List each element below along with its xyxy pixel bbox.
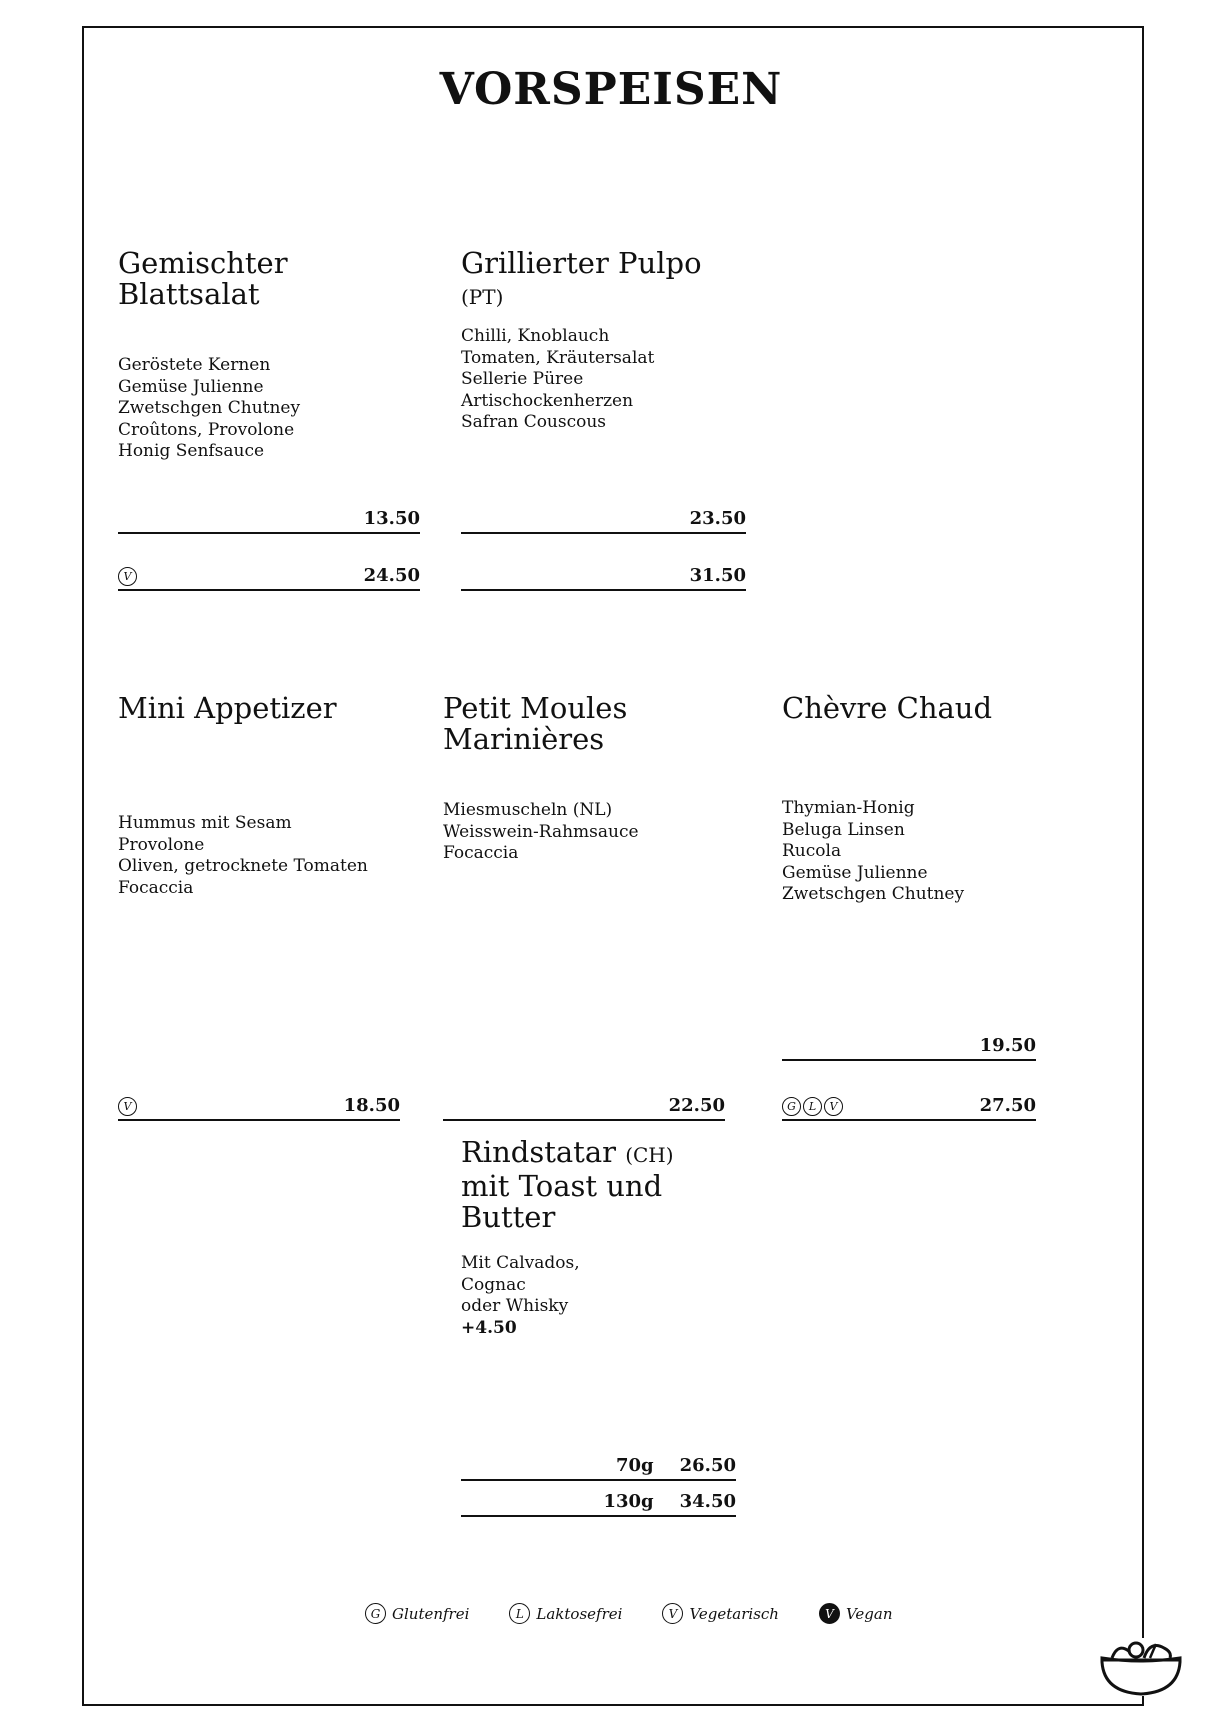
price: 31.50 (689, 565, 746, 586)
diet-badges (118, 567, 137, 586)
dish-pulpo (461, 246, 746, 586)
ingredient: Chilli, Knoblauch (461, 326, 610, 346)
glutenfree-icon: G (365, 1603, 386, 1624)
price: 19.50 (979, 1035, 1036, 1056)
ingredient-list (782, 798, 964, 906)
ingredient: Artischockenherzen (461, 390, 634, 411)
ingredient: Oliven, getrocknete Tomaten (118, 856, 368, 876)
ingredient: Focaccia (443, 843, 519, 863)
price: 24.50 (363, 565, 420, 586)
ingredient: oder Whisky (461, 1296, 569, 1316)
extra-price: +4.50 (461, 1317, 517, 1338)
ingredient: Provolone (118, 834, 205, 855)
price-row-small (782, 1035, 1036, 1061)
price: 13.50 (363, 508, 420, 529)
price: 34.50 (679, 1491, 736, 1512)
dish-name (461, 1137, 736, 1233)
dish-name-line2: Blattsalat (118, 277, 260, 311)
legend-label: Vegan (845, 1604, 893, 1623)
diet-legend (365, 1603, 933, 1624)
dish-origin: (PT) (461, 285, 504, 309)
ingredient: Geröstete Kernen (118, 355, 271, 375)
ingredient-list (461, 326, 654, 434)
price-row-small (118, 508, 420, 534)
ingredient-list (443, 800, 639, 865)
legend-item-glutenfree (365, 1603, 469, 1624)
ingredient: Thymian-Honig (782, 798, 915, 818)
ingredient: Rucola (782, 841, 842, 861)
dish-name (461, 248, 746, 313)
price: 27.50 (979, 1095, 1036, 1116)
ingredient: Weisswein-Rahmsauce (443, 821, 639, 842)
dish-name (443, 693, 725, 755)
diet-badges (118, 1097, 137, 1116)
dish-blattsalat (118, 246, 420, 586)
ingredient: Zwetschgen Chutney (782, 884, 965, 904)
dish-name-text: Grillierter Pulpo (461, 246, 702, 280)
price-row (118, 1095, 400, 1121)
dish-moules (443, 691, 725, 1116)
legend-label: Laktosefrei (536, 1604, 623, 1623)
dish-origin: (CH) (625, 1143, 674, 1167)
vegan-icon: V (819, 1603, 840, 1624)
vegetarian-icon: V (118, 567, 137, 586)
price: 18.50 (343, 1095, 400, 1116)
ingredient: Mit Calvados, (461, 1253, 580, 1273)
price-row-130g (461, 1491, 736, 1517)
vegetarian-icon: V (118, 1097, 137, 1116)
ingredient: Hummus mit Sesam (118, 813, 292, 833)
ingredient: Croûtons, Provolone (118, 419, 295, 440)
diet-badges (782, 1097, 843, 1116)
price-row (443, 1095, 725, 1121)
price-row-large (118, 565, 420, 591)
dish-name (118, 248, 420, 310)
glutenfree-icon: G (782, 1097, 801, 1116)
legend-item-vegan (819, 1603, 893, 1624)
ingredient-list (118, 355, 300, 463)
ingredient: Gemüse Julienne (782, 862, 928, 883)
ingredient: Cognac (461, 1274, 526, 1295)
dish-name-line1: Rindstatar (461, 1135, 616, 1169)
price-row-70g (461, 1455, 736, 1481)
ingredient: Gemüse Julienne (118, 376, 264, 397)
salad-bowl-icon (1098, 1630, 1184, 1698)
ingredient: Honig Senfsauce (118, 441, 265, 461)
price-row-large (782, 1095, 1036, 1121)
ingredient: Zwetschgen Chutney (118, 398, 301, 418)
ingredient: Tomaten, Kräutersalat (461, 347, 655, 368)
ingredient: Beluga Linsen (782, 819, 905, 840)
price: 23.50 (689, 508, 746, 529)
dish-name-line2: mit Toast und (461, 1169, 663, 1203)
dish-name: Chèvre Chaud (782, 691, 993, 725)
price: 22.50 (668, 1095, 725, 1116)
lactosefree-icon: L (509, 1603, 530, 1624)
ingredient: Safran Couscous (461, 412, 607, 432)
price-row-large (461, 565, 746, 591)
legend-label: Glutenfrei (392, 1604, 470, 1623)
page-title: VORSPEISEN (439, 64, 783, 115)
dish-mini-appetizer (118, 691, 400, 1116)
vegetarian-icon: V (662, 1603, 683, 1624)
legend-label: Vegetarisch (689, 1604, 779, 1623)
price: 26.50 (679, 1455, 736, 1476)
ingredient: Sellerie Püree (461, 369, 584, 389)
ingredient-list (118, 813, 368, 899)
legend-item-lactosefree (509, 1603, 622, 1624)
portion-weight: 70g (615, 1455, 654, 1476)
dish-name-line2: Marinières (443, 722, 605, 756)
portion-weight: 130g (603, 1491, 654, 1512)
dish-rindstatar (461, 1135, 736, 1512)
price-row-small (461, 508, 746, 534)
legend-item-vegetarian (662, 1603, 779, 1624)
dish-name-line3: Butter (461, 1200, 556, 1234)
ingredient: Miesmuscheln (NL) (443, 800, 613, 820)
vegetarian-icon: V (824, 1097, 843, 1116)
dish-name-line1: Petit Moules (443, 691, 628, 725)
dish-chevre-chaud (782, 691, 1036, 1116)
lactosefree-icon: L (803, 1097, 822, 1116)
ingredient-list (461, 1253, 580, 1339)
ingredient: Focaccia (118, 877, 194, 898)
dish-name-line1: Gemischter (118, 246, 288, 280)
dish-name: Mini Appetizer (118, 691, 337, 725)
